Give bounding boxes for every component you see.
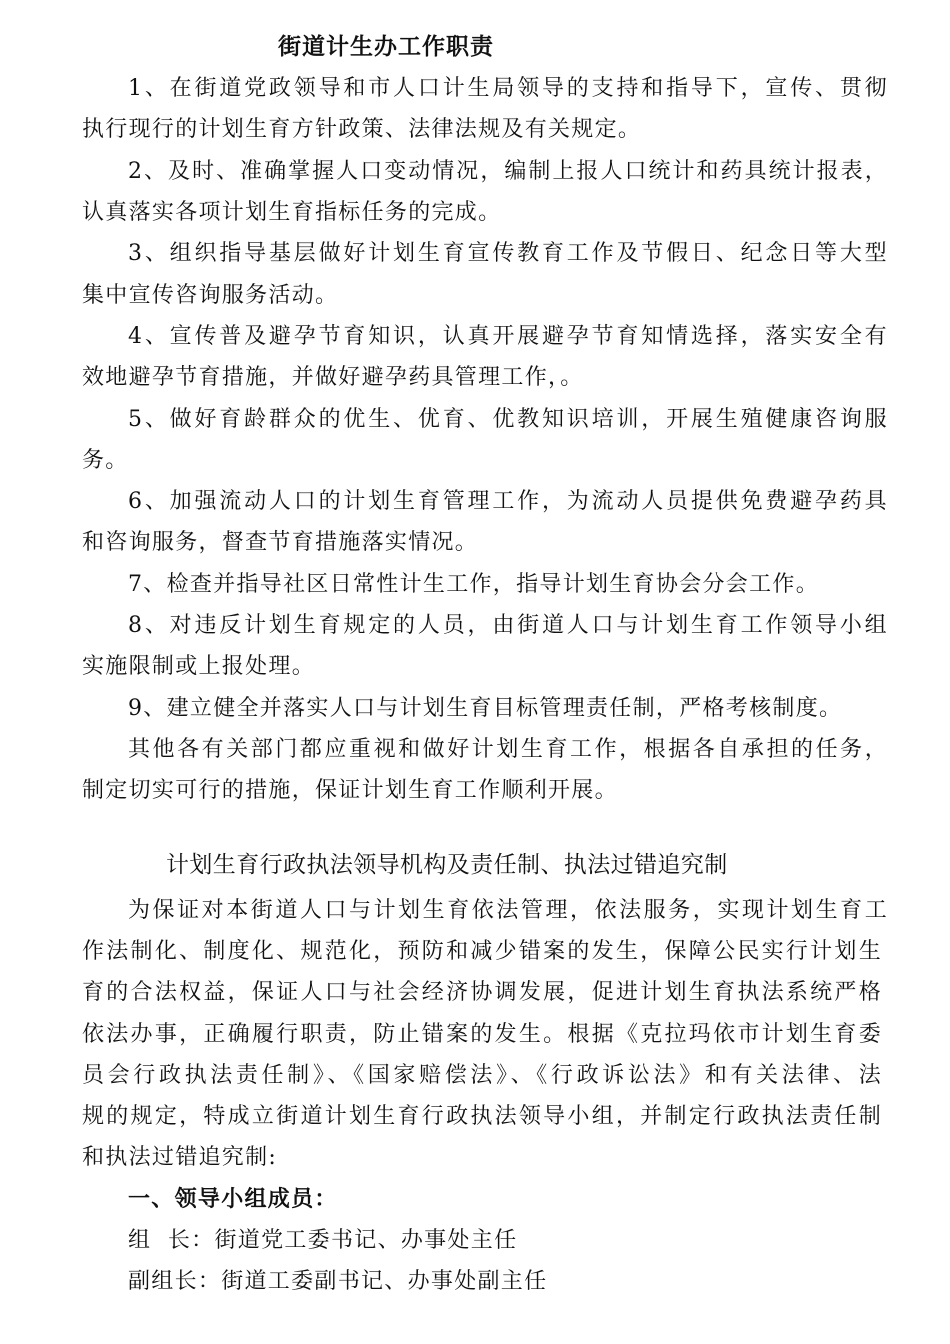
section1-line-15: 实施限制或上报处理。: [82, 654, 316, 679]
section1-line-9: 5、做好育龄群众的优生、优育、优教知识培训，开展生殖健康咨询服: [128, 407, 888, 432]
section1-line-8: 效地避孕节育措施，并做好避孕药具管理工作，。: [82, 365, 584, 390]
section1-line-7: 4、宣传普及避孕节育知识，认真开展避孕节育知情选择，落实安全有: [128, 324, 888, 349]
section1-line-2: 执行现行的计划生育方针政策、法律法规及有关规定。: [82, 117, 642, 142]
section1-line-5: 3、组织指导基层做好计划生育宣传教育工作及节假日、纪念日等大型: [128, 241, 888, 266]
section1-title: 街道计生办工作职责: [278, 33, 494, 60]
section1-line-6: 集中宣传咨询服务活动。: [82, 283, 339, 308]
section2-line-7: 和执法过错追究制:: [82, 1145, 278, 1170]
section1-line-10: 务。: [82, 448, 129, 473]
section1-line-1: 1、在街道党政领导和市人口计生局领导的支持和指导下，宣传、贯彻: [128, 76, 888, 101]
section2-line-4: 依法办事，正确履行职责，防止错案的发生。根据《克拉玛依市计划生育委: [82, 1022, 882, 1047]
section1-line-16: 9、建立健全并落实人口与计划生育目标管理责任制，严格考核制度。: [128, 696, 843, 721]
section2-line-deputy: 副组长：街道工委副书记、办事处副主任: [128, 1269, 548, 1294]
section1-line-11: 6、加强流动人口的计划生育管理工作，为流动人员提供免费避孕药具: [128, 489, 888, 514]
section2-line-6: 规的规定，特成立街道计划生育行政执法领导小组，并制定行政执法责任制: [82, 1104, 882, 1129]
section1-line-17: 其他各有关部门都应重视和做好计划生育工作，根据各自承担的任务，: [128, 737, 888, 762]
section1-line-12: 和咨询服务，督查节育措施落实情况。: [82, 530, 479, 555]
section2-line-1: 为保证对本街道人口与计划生育依法管理，依法服务，实现计划生育工: [128, 898, 888, 923]
section1-line-3: 2、及时、准确掌握人口变动情况，编制上报人口统计和药具统计报表，: [128, 159, 888, 184]
section2-title: 计划生育行政执法领导机构及责任制、执法过错追究制: [166, 852, 728, 878]
section2-heading-members: 一、领导小组成员：: [128, 1186, 338, 1212]
section2-line-leader: 组 长：街道党工委书记、办事处主任: [128, 1228, 518, 1253]
section1-line-4: 认真落实各项计划生育指标任务的完成。: [82, 200, 502, 225]
section1-line-14: 8、对违反计划生育规定的人员，由街道人口与计划生育工作领导小组: [128, 613, 888, 638]
section1-line-13: 7、检查并指导社区日常性计生工作，指导计划生育协会分会工作。: [128, 572, 819, 597]
section2-line-2: 作法制化、制度化、规范化，预防和减少错案的发生，保障公民实行计划生: [82, 939, 882, 964]
section2-line-3: 育的合法权益，保证人口与社会经济协调发展，促进计划生育执法系统严格: [82, 980, 882, 1005]
section1-line-18: 制定切实可行的措施，保证计划生育工作顺利开展。: [82, 778, 618, 803]
section2-line-5: 员会行政执法责任制》、《国家赔偿法》、《行政诉讼法》和有关法律、法: [82, 1063, 882, 1088]
